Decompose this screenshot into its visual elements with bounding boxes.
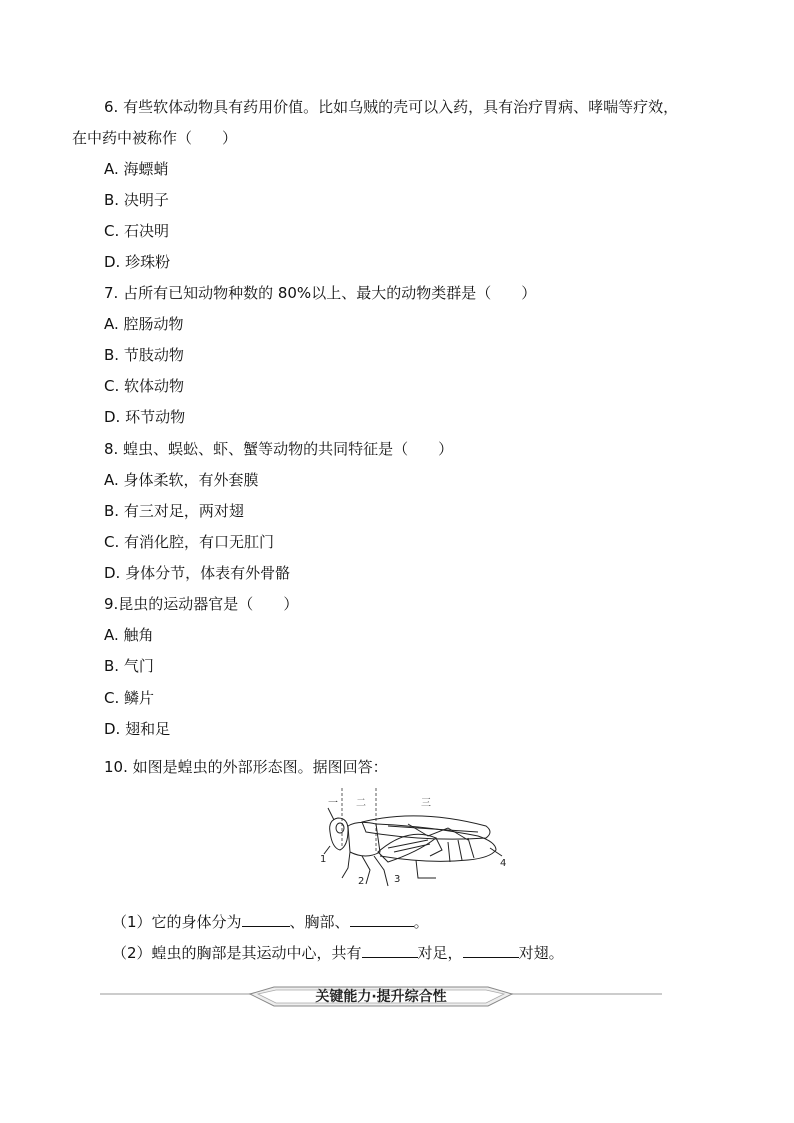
section-banner-title: 关键能力·提升综合性 [315, 989, 447, 1005]
question-7-stem: 7. 占所有已知动物种数的 80%以上、最大的动物类群是（ ） [104, 284, 537, 302]
question-7-option-d: D. 环节动物 [104, 408, 186, 426]
sub1-text-pre: （1）它的身体分为 [112, 913, 242, 931]
answer-blank-3[interactable] [362, 943, 418, 958]
question-10-sub-1 [112, 912, 429, 932]
question-6-stem-line1: 6. 有些软体动物具有药用价值。比如乌贼的壳可以入药，具有治疗胃病、哮喘等疗效， [104, 98, 679, 116]
section-label-thorax: 二 [356, 798, 366, 809]
sub2-text-pre: （2）蝗虫的胸部是其运动中心，共有 [112, 944, 362, 962]
question-7-option-b: B. 节肢动物 [104, 346, 184, 364]
question-9-option-c: C. 鳞片 [104, 689, 155, 707]
question-6-option-d: D. 珍珠粉 [104, 253, 171, 271]
section-banner [100, 982, 662, 1010]
answer-blank-4[interactable] [463, 943, 519, 958]
question-9-option-a: A. 触角 [104, 626, 154, 644]
answer-blank-2[interactable] [350, 912, 414, 927]
question-8-option-c: C. 有消化腔，有口无肛门 [104, 533, 275, 551]
question-10-stem: 10. 如图是蝗虫的外部形态图。据图回答： [104, 758, 388, 776]
question-8-option-a: A. 身体柔软，有外套膜 [104, 471, 259, 489]
sub2-text-mid: 对足， [417, 944, 463, 962]
sub1-text-mid: 、胸部、 [289, 913, 350, 931]
section-label-head: 一 [328, 798, 338, 809]
question-7-option-a: A. 腔肠动物 [104, 315, 184, 333]
question-8-option-d: D. 身体分节，体表有外骨骼 [104, 564, 291, 582]
answer-blank-1[interactable] [242, 912, 290, 927]
question-6-option-c: C. 石决明 [104, 222, 170, 240]
question-6-option-a: A. 海螵蛸 [104, 160, 169, 178]
part-label-4: 4 [500, 858, 507, 869]
part-label-1: 1 [320, 854, 327, 865]
question-10-sub-2 [112, 943, 564, 963]
question-9-stem: 9.昆虫的运动器官是（ ） [104, 595, 299, 613]
grasshopper-figure [318, 786, 514, 896]
question-8-option-b: B. 有三对足，两对翅 [104, 502, 244, 520]
question-7-option-c: C. 软体动物 [104, 377, 185, 395]
part-label-2: 2 [358, 876, 365, 887]
part-label-3: 3 [394, 874, 401, 885]
question-9-option-d: D. 翅和足 [104, 720, 171, 738]
question-6-option-b: B. 决明子 [104, 191, 169, 209]
section-label-abdomen: 三 [421, 798, 431, 809]
sub2-text-post: 对翅。 [518, 944, 564, 962]
question-8-stem: 8. 蝗虫、蜈蚣、虾、蟹等动物的共同特征是（ ） [104, 440, 454, 458]
sub1-text-post: 。 [413, 913, 429, 931]
question-6-stem-line2: 在中药中被称作（ ） [72, 129, 238, 147]
question-9-option-b: B. 气门 [104, 657, 154, 675]
